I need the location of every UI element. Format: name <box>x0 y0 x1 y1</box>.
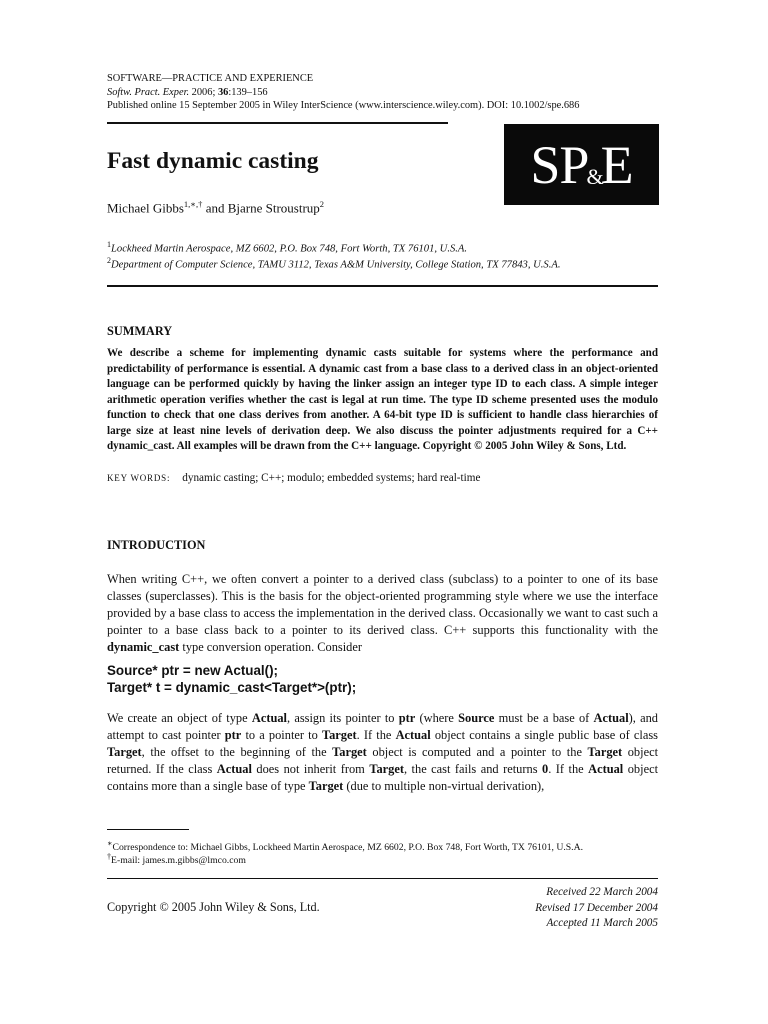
code-line-2: Target* t = dynamic_cast<Target*>(ptr); <box>107 680 357 695</box>
text-run: object is computed and a pointer to the <box>366 745 588 759</box>
bold-term: Actual <box>216 762 252 776</box>
text-run: must be a base of <box>494 711 594 725</box>
bold-term: Target <box>332 745 367 759</box>
key-words-label: KEY WORDS: <box>107 473 171 483</box>
footnote-correspondence: ∗Correspondence to: Michael Gibbs, Lockheed Martin Aerospace, MZ 6602, P.O. Box 748, Fort Worth, TX 76101, U.S.A. <box>107 839 584 854</box>
author-list: Michael Gibbs$^{1,∗,\dagger}$ and Bjarne Stroustrup$^2$ <box>107 199 325 216</box>
affiliation-1: $^1$Lockheed Martin Aerospace, MZ 6602, P.O. Box 748, Fort Worth, TX 76101, U.S.A. <box>107 240 468 255</box>
footnote-email: †E-mail: james.m.gibbs@lmco.com <box>107 852 246 867</box>
header-rule <box>107 122 448 124</box>
intro-paragraph-2 <box>107 710 658 795</box>
text-run: does not inherit from <box>251 762 370 776</box>
text-run: , the offset to the beginning of the <box>141 745 333 759</box>
affiliation-rule <box>107 285 658 287</box>
text-run: (where <box>415 711 459 725</box>
bold-term: Target <box>321 728 357 742</box>
paper-title: Fast dynamic casting <box>107 148 319 174</box>
publication-info: Published online 15 September 2005 in Wiley InterScience (www.interscience.wiley.com). DOI: 10.1002/spe.686 <box>107 100 580 111</box>
bold-term: Target <box>308 779 344 793</box>
code-block <box>107 662 356 696</box>
bold-term: Target <box>587 745 623 759</box>
text-run: . If the <box>356 728 396 742</box>
footnote-rule <box>107 829 189 830</box>
received-date: Received 22 March 2004 <box>546 886 658 898</box>
text-run: ), and attempt to cast pointer <box>107 711 659 742</box>
text-run: . If the <box>548 762 589 776</box>
text-run: to a pointer to <box>241 728 322 742</box>
bold-term: ptr <box>224 728 242 742</box>
accepted-date: Accepted 11 March 2005 <box>546 917 658 930</box>
introduction-heading: INTRODUCTION <box>107 538 206 552</box>
text-run: , assign its pointer to <box>286 711 399 725</box>
bold-term: ptr <box>398 711 416 725</box>
journal-name: SOFTWARE—PRACTICE AND EXPERIENCE <box>107 73 314 84</box>
running-header <box>107 72 579 113</box>
spe-logo: SP & E <box>504 124 659 205</box>
citation: Softw. Pract. Exper. 2006; 36:139–156 <box>107 86 268 98</box>
text-run: object contains more than a single base of type <box>107 762 659 793</box>
bold-term: Actual <box>588 762 624 776</box>
key-words-text: dynamic casting; C++; modulo; embedded systems; hard real-time <box>182 472 481 484</box>
text-run: (due to multiple non-virtual derivation), <box>343 779 545 793</box>
bold-term: Source <box>458 711 495 725</box>
history-dates <box>450 885 658 932</box>
text-run: We create an object of type <box>107 711 252 725</box>
footer-rule <box>107 878 658 879</box>
summary-heading: SUMMARY <box>107 324 173 338</box>
text-run: , the cast fails and returns <box>403 762 542 776</box>
bold-term: Actual <box>251 711 287 725</box>
intro-paragraph-1: When writing C++, we often convert a pointer to a derived class (subclass) to a pointer to one of its base classes (superclasses). This is the basis for the object-oriented programming style where we use the interface provided by a base class to access the implementation in the derived class. Occasionally we want to cast such a pointer to a base class back to a pointer to its derived class. C++ supports this functionality with the dynamic_cast type conversion operation. Consider <box>107 572 658 654</box>
bold-term: Target <box>107 745 142 759</box>
copyright-notice: Copyright © 2005 John Wiley & Sons, Ltd. <box>107 900 320 914</box>
bold-term: 0 <box>542 762 549 776</box>
code-line-1: Source* ptr = new Actual(); <box>107 663 279 678</box>
summary-text: We describe a scheme for implementing dynamic casts suitable for systems where the performance and predictability of performance is essential. A dynamic cast from a base class to a derived class in an object-oriented language can be performed quickly by having the linker assign an integer type ID to each class. A simple integer arithmetic operation verifies whether the cast is legal at run time. The type ID scheme presented uses the modulo function to check that one class derives from another. A 64-bit type ID is sufficient to handle class hierarchies of large size at least nine levels of derivation deep. We also discuss the pointer adjustments required for a C++ dynamic_cast. All examples will be drawn from the C++ language. Copyright © 2005 John Wiley & Sons, Ltd. <box>107 347 658 452</box>
bold-term: Target <box>369 762 404 776</box>
bold-term: Actual <box>395 728 431 742</box>
key-words <box>107 472 480 484</box>
bold-term: Actual <box>593 711 629 725</box>
revised-date: Revised 17 December 2004 <box>535 901 658 914</box>
text-run: object contains a single public base of class <box>430 728 658 742</box>
affiliation-2: $^2$Department of Computer Science, TAMU 3112, Texas A&M University, College Station, TX 77843, U.S.A. <box>107 256 561 271</box>
text-run: object returned. If the class <box>107 745 659 776</box>
